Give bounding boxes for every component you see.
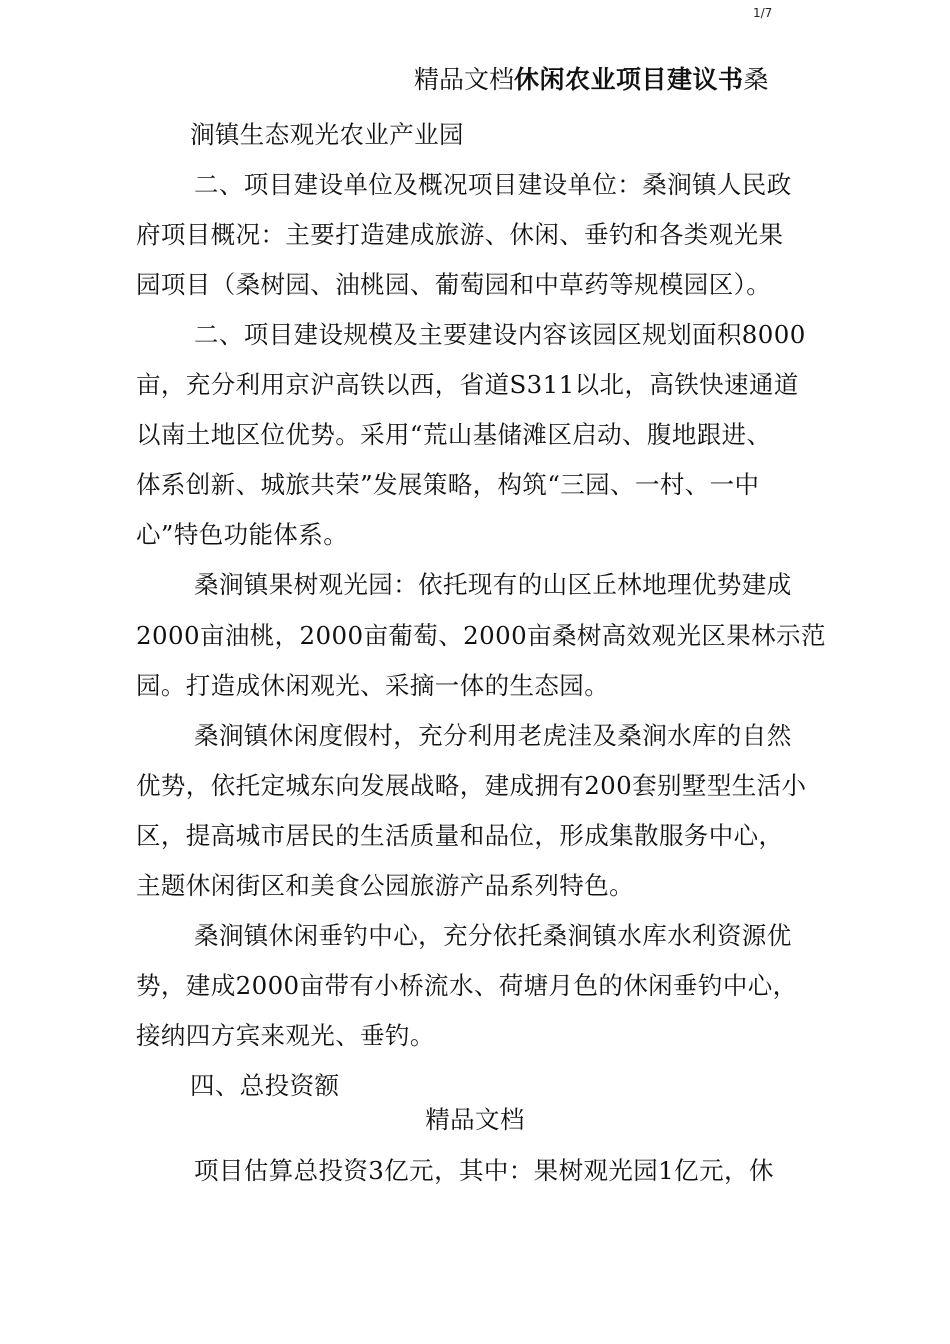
- title-main: 休闲农业项目建议书: [514, 65, 744, 94]
- document-title: [414, 60, 769, 96]
- body-line: 主题休闲街区和美食公园旅游产品系列特色。: [136, 871, 634, 900]
- title-prefix: 精品文档: [414, 65, 515, 94]
- body-line: 桑涧镇果树观光园：依托现有的山区丘林地理优势建成: [194, 570, 792, 599]
- body-line: 势，建成2000亩带有小桥流水、荷塘月色的休闲垂钓中心，: [136, 971, 798, 1000]
- body-line: 桑涧镇休闲度假村，充分利用老虎洼及桑涧水库的自然: [194, 721, 792, 750]
- body-line: 体系创新、城旅共荣”发展策略，构筑“三园、一村、一中: [136, 470, 760, 499]
- body-line: 项目估算总投资3亿元，其中：果树观光园1亿元，休: [194, 1156, 774, 1185]
- section-heading: 四、总投资额: [190, 1071, 340, 1100]
- body-line: 府项目概况：主要打造建成旅游、休闲、垂钓和各类观光果: [136, 220, 784, 249]
- body-line: 区，提高城市居民的生活质量和品位，形成集散服务中心，: [136, 821, 784, 850]
- body-line: 二、项目建设规模及主要建设内容该园区规划面积8000: [194, 320, 806, 349]
- body-line: 涧镇生态观光农业产业园: [190, 120, 464, 149]
- body-line: 2000亩油桃，2000亩葡萄、2000亩桑树高效观光区果林示范: [136, 621, 826, 650]
- body-line: 心”特色功能体系。: [136, 520, 349, 549]
- body-line: 二、项目建设单位及概况项目建设单位：桑涧镇人民政: [194, 170, 792, 199]
- title-suffix: 桑: [743, 65, 769, 94]
- body-line: 优势，依托定城东向发展战略，建成拥有200套别墅型生活小: [136, 771, 807, 800]
- body-line: 桑涧镇休闲垂钓中心，充分依托桑涧镇水库水利资源优: [194, 921, 792, 950]
- footer-mark: 精品文档: [425, 1105, 525, 1134]
- body-line: 亩，充分利用京沪高铁以西，省道S311以北，高铁快速通道: [136, 370, 799, 399]
- body-line: 园。打造成休闲观光、采摘一体的生态园。: [136, 671, 610, 700]
- page-number: 1/7: [753, 6, 773, 20]
- body-line: 以南土地区位优势。采用“荒山基储滩区启动、腹地跟进、: [136, 420, 772, 449]
- body-line: 园项目（桑树园、油桃园、葡萄园和中草药等规模园区）。: [136, 270, 772, 299]
- body-line: 接纳四方宾来观光、垂钓。: [136, 1021, 435, 1050]
